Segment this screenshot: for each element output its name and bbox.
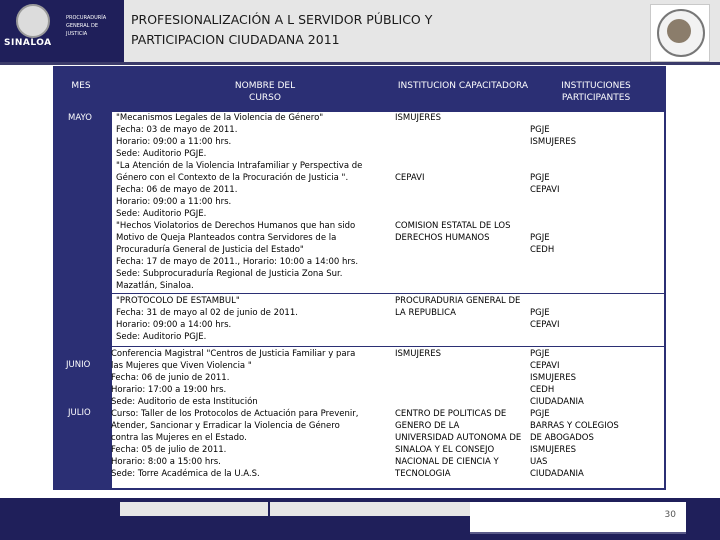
header-bar [0, 0, 720, 65]
courses-table [53, 66, 666, 490]
agency-name [66, 14, 106, 38]
month-label: JUNIO [66, 360, 91, 370]
month-label: JULIO [68, 408, 91, 418]
footer-bar [0, 498, 720, 540]
course-cell: "La Atención de la Violencia Intrafamiliar y Perspectiva de Género con el Contexto de la Procuración de Justicia ". Fecha: 06 de mayo de 2011. Horario: 09:00 a 11:00 hrs. Sede: Auditorio PGJE. [116, 161, 363, 219]
agency-line: JUSTICIA [66, 31, 88, 37]
agency-line: PROCURADURÍA [66, 15, 107, 21]
course-cell: "Hechos Violatorios de Derechos Humanos que han sido Motivo de Queja Planteados contra Servidores de la Procuraduría General de Justicia del Estado" Fecha: 17 de mayo de 2011., Horario: 10:00 a 14:00 hrs. Sede: Subprocuraduría Regional de Justicia Zona Sur. Mazatlán, Sinaloa. [116, 221, 359, 291]
institution-cell: CENTRO DE POLITICAS DE GENERO DE LA UNIVERSIDAD AUTONOMA DE SINALOA Y EL CONSEJO NACIONAL DE CIENCIA Y TECNOLOGIA [395, 409, 522, 479]
state-name: SINALOA [4, 38, 52, 48]
title-line: PARTICIPACION CIUDADANA 2011 [131, 32, 340, 47]
column-header-month: MES [71, 81, 91, 91]
agency-line: GENERAL DE [66, 23, 99, 29]
row-divider [112, 293, 664, 294]
course-cell: "PROTOCOLO DE ESTAMBUL" Fecha: 31 de mayo al 02 de junio de 2011. Horario: 09:00 a 14:00 hrs. Sede: Auditorio PGJE. [116, 296, 298, 342]
participants-cell: PGJE CEPAVI [530, 173, 560, 195]
institution-cell: ISMUJERES [395, 349, 442, 359]
column-header-participants: INSTITUCIONES PARTICIPANTES [561, 81, 631, 103]
course-cell: Curso: Taller de los Protocolos de Actuación para Prevenir, Atender, Sancionar y Erradicar la Violencia de Género contra las Mujeres en el Estado. Fecha: 05 de julio de 2011. Horario: 8:00 a 15:00 hrs. Sede: Torre Académica de la U.A.S. [111, 409, 359, 479]
page-title [131, 10, 432, 50]
state-seal-icon [16, 4, 50, 38]
column-header-institution: INSTITUCION CAPACITADORA [397, 81, 529, 91]
page-number-box [470, 502, 686, 534]
course-cell: "Mecanismos Legales de la Violencia de Género" Fecha: 03 de mayo de 2011. Horario: 09:00 a 11:00 hrs. Sede: Auditorio PGJE. [116, 113, 324, 159]
institution-emblem [650, 4, 710, 62]
participants-cell: PGJE BARRAS Y COLEGIOS DE ABOGADOS ISMUJERES UAS CIUDADANIA [530, 409, 619, 479]
institution-cell: CEPAVI [395, 173, 425, 183]
page-number: 30 [664, 510, 676, 520]
participants-cell: PGJE CEPAVI [530, 308, 560, 330]
participants-cell: PGJE ISMUJERES [530, 125, 577, 147]
course-cell: Conferencia Magistral "Centros de Justicia Familiar y para las Mujeres que Viven Violencia " Fecha: 06 de junio de 2011. Horario: 17:00 a 19:00 hrs. Sede: Auditorio de esta Institución [111, 349, 356, 407]
month-label: MAYO [68, 113, 92, 123]
sinaloa-logo [0, 0, 124, 62]
participants-cell: PGJE CEDH [530, 233, 555, 255]
row-divider [112, 346, 664, 347]
institution-cell: ISMUJERES [395, 113, 442, 123]
institution-cell: COMISION ESTATAL DE LOS DERECHOS HUMANOS [395, 221, 511, 243]
participants-cell: PGJE CEPAVI ISMUJERES CEDH CIUDADANIA [530, 349, 584, 407]
title-line: PROFESIONALIZACIÓN A L SERVIDOR PÚBLICO Y [131, 12, 433, 27]
column-header-course: NOMBRE DEL CURSO [234, 81, 296, 103]
footer-stripe [120, 502, 268, 516]
institution-cell: PROCURADURIA GENERAL DE LA REPUBLICA [395, 296, 521, 318]
emblem-center-icon [667, 19, 691, 43]
